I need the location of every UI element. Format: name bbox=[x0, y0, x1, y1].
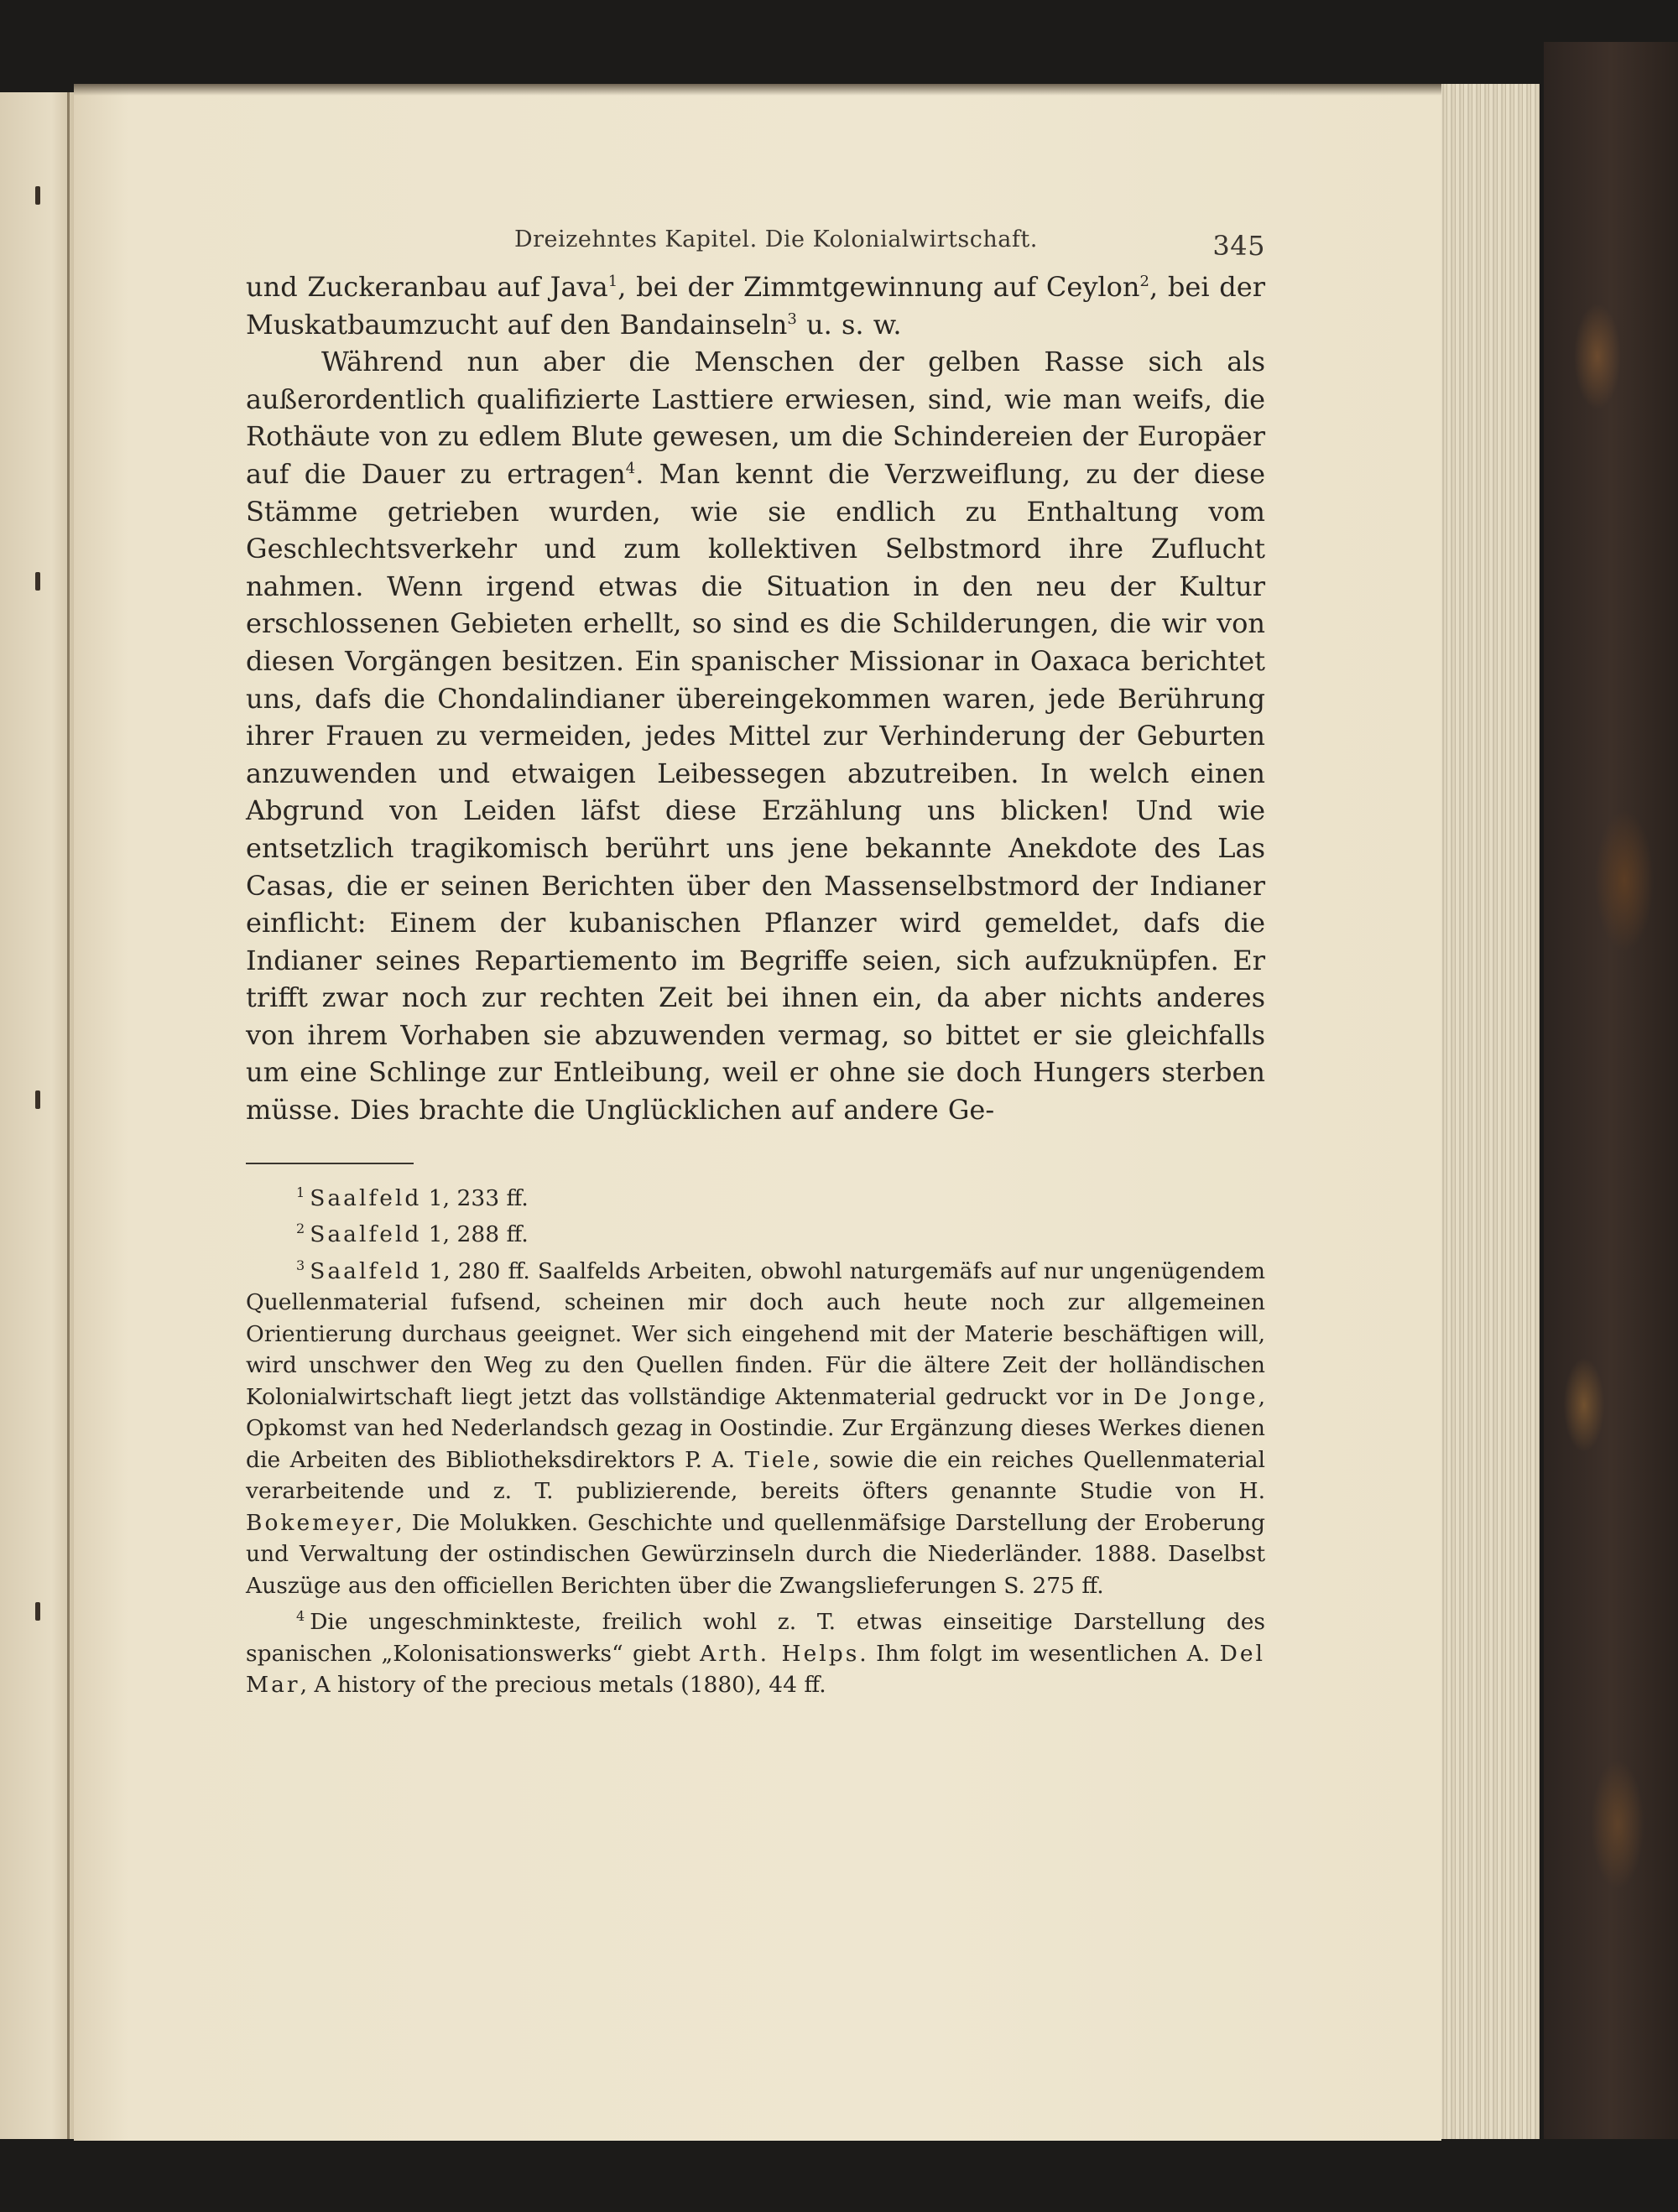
footnote: $^4$ Die ungeschminkteste, freilich wohl z. T. etwas einseitige Darstellung des spanischen „Kolonisationswerks“ giebt Arth. Helps. Ihm folgt im wesentlichen A. Del Mar, A history of the precious metals (1880), 44 ff. bbox=[246, 1608, 1266, 1699]
margin-mark bbox=[35, 1090, 40, 1109]
footnote-divider bbox=[246, 1163, 414, 1164]
footnote-ref[interactable]: 3 bbox=[787, 310, 797, 328]
book-page bbox=[74, 84, 1441, 2141]
footnotes bbox=[246, 1183, 1265, 1701]
page-stack bbox=[1439, 84, 1540, 2139]
paragraph: Während nun aber die Menschen der gelben Rasse sich als außerordentlich qualifizierte Lasttiere erwiesen, sind, wie man weifs, die Rothäute von zu edlem Blute gewesen, um die Schindereien der Europäer auf die Dauer zu ertragen$^4$. Man kennt die Verzweiflung, zu der diese Stämme getrieben wurden, wie sie endlich zu Enthaltung vom Geschlechtsverkehr und zum kollektiven Selbstmord ihre Zuflucht nahmen. Wenn irgend etwas die Situation in den neu der Kultur erschlossenen Gebieten erhellt, so sind es die Schilderungen, die wir von diesen Vorgängen besitzen. Ein spanischer Missionar in Oaxaca berichtet uns, dafs die Chondalindianer übereingekommen waren, jede Berührung ihrer Frauen zu vermeiden, jedes Mittel zur Verhinderung der Geburten anzuwenden und etwaigen Leibessegen abzutreiben. In welch einen Abgrund von Leiden läfst diese Erzählung uns blicken! Und wie entsetzlich tragikomisch berührt uns jene bekannte Anekdote des Las Casas, die er seinen Berichten über den Massenselbstmord der Indianer einflicht: Einem der kubanischen Pflanzer wird gemeldet, dafs die Indianer seines Repartiemento im Begriffe seien, sich aufzuknüpfen. Er trifft zwar noch zur rechten Zeit bei ihnen ein, da aber nichts anderes von ihrem Vorhaben sie abzuwenden vermag, so bittet er sie gleichfalls um eine Schlinge zur Entleibung, weil er ohne sie doch Hungers sterben müsse. Dies brachte die Unglücklichen auf andere Ge- bbox=[246, 346, 1266, 1127]
footnote-ref[interactable]: 4 bbox=[625, 459, 636, 477]
page-number: 345 bbox=[1212, 230, 1265, 262]
footnote: $^3$ Saalfeld 1, 280 ff. Saalfelds Arbeiten, obwohl naturgemäfs auf nur ungenügendem Quellenmaterial fufsend, scheinen mir doch auch heute noch zur allgemeinen Orientierung durchaus geeignet. Wer sich eingehend mit der Materie beschäftigen will, wird unschwer den Weg zu den Quellen finden. Für die ältere Zeit der holländischen Kolonialwirtschaft liegt jetzt das vollständige Aktenmaterial gedruckt vor in De Jonge, Opkomst van hed Nederlandsch gezag in Oostindie. Zur Ergänzung dieses Werkes dienen die Arbeiten des Bibliotheksdirektors P. A. Tiele, sowie die ein reiches Quellenmaterial verarbeitende und z. T. publizierende, bereits öfters genannte Studie von H. Bokemeyer, Die Molukken. Geschichte und quellenmäfsige Darstellung der Eroberung und Verwaltung der ostindischen Gewürzinseln durch die Niederländer. 1888. Daselbst Auszüge aus den officiellen Berichten über die Zwangslieferungen S. 275 ff. bbox=[246, 1257, 1266, 1599]
paragraph: und Zuckeranbau auf Java$^1$, bei der Zimmtgewinnung auf Ceylon$^2$, bei der Muskatbaumzucht auf den Bandainseln$^3$ u. s. w. bbox=[246, 271, 1266, 341]
margin-mark bbox=[35, 572, 40, 591]
previous-page-edge bbox=[0, 92, 74, 2139]
footnote-ref[interactable]: 1 bbox=[607, 273, 618, 290]
book-cover bbox=[1544, 42, 1678, 2139]
footnote: $^1$ Saalfeld 1, 233 ff. bbox=[296, 1184, 529, 1211]
body-text bbox=[246, 268, 1265, 1129]
footnote-ref[interactable]: 2 bbox=[1139, 273, 1149, 290]
page-content bbox=[246, 226, 1265, 1701]
margin-mark bbox=[35, 1602, 40, 1621]
page-edge-line bbox=[67, 92, 70, 2139]
chapter-title: Dreizehntes Kapitel. Die Kolonialwirtschaft. bbox=[514, 226, 1038, 252]
footnote: $^2$ Saalfeld 1, 288 ff. bbox=[296, 1221, 529, 1248]
running-header bbox=[246, 226, 1265, 268]
margin-mark bbox=[35, 186, 40, 205]
